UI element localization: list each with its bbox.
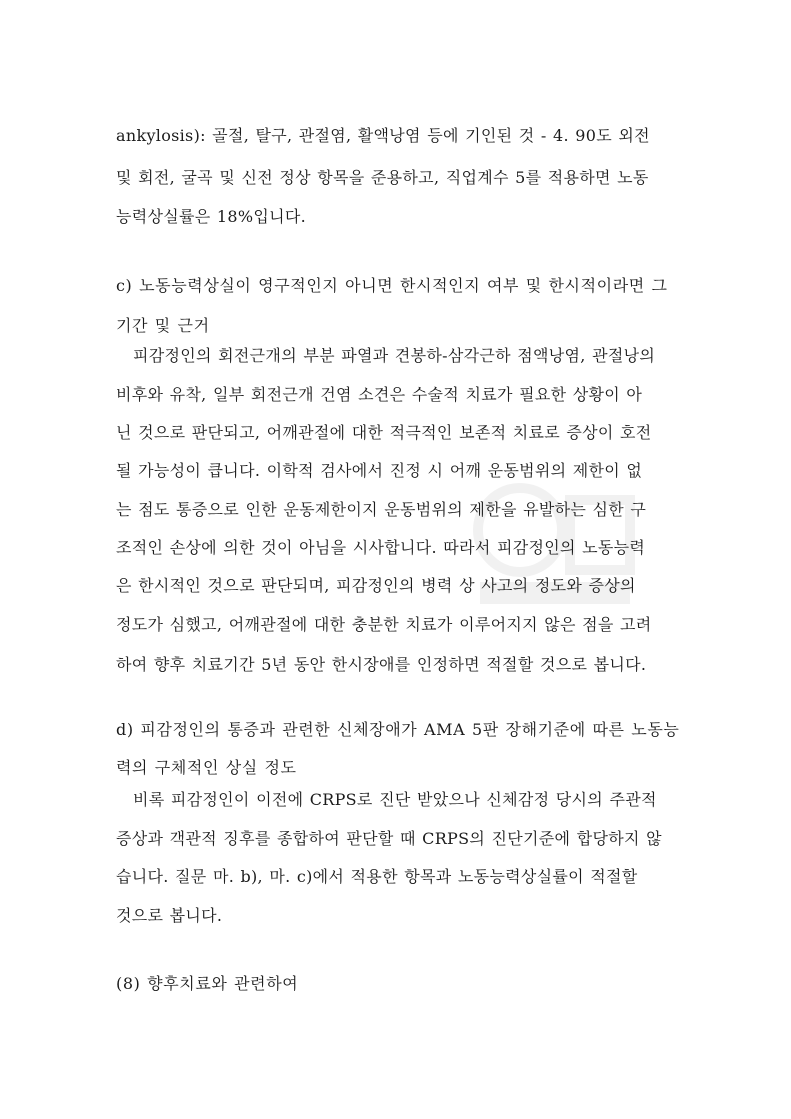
block1-line-3: 능력상실률은 18%입니다. <box>116 207 307 226</box>
section-d-body-line-3: 습니다. 질문 마. b), 마. c)에서 적용한 항목과 노동능력상실률이 적절할 <box>116 867 638 886</box>
section-8-heading: (8) 향후치료와 관련하여 <box>116 974 299 993</box>
section-c-body-line-8: 정도가 심했고, 어깨관절에 대한 충분한 치료가 이루어지지 않은 점을 고려 <box>116 615 652 634</box>
section-c-body-line-4: 될 가능성이 큽니다. 이학적 검사에서 진정 시 어깨 운동범위의 제한이 없 <box>116 461 643 480</box>
block1-line-2: 및 회전, 굴곡 및 신전 정상 항목을 준용하고, 직업계수 5를 적용하면 노동 <box>116 168 649 187</box>
section-c-body-line-3: 닌 것으로 판단되고, 어깨관절에 대한 적극적인 보존적 치료로 증상이 호전 <box>116 423 652 442</box>
section-c-body-line-9: 하여 향후 치료기간 5년 동안 한시장애를 인정하면 적절할 것으로 봅니다. <box>116 655 647 674</box>
section-d-heading-line-1: d) 피감정인의 통증과 관련한 신체장애가 AMA 5판 장해기준에 따른 노동능 <box>116 720 680 739</box>
section-d-body-line-4: 것으로 봅니다. <box>116 906 223 925</box>
section-c-body-line-7: 은 한시적인 것으로 판단되며, 피감정인의 병력 상 사고의 정도와 증상의 <box>116 576 636 595</box>
block1-line-1: ankylosis): 골절, 탈구, 관절염, 활액낭염 등에 기인된 것 - 4. 90도 외전 <box>116 126 650 145</box>
section-c-heading-line-2: 기간 및 근거 <box>116 316 210 335</box>
section-c-body-line-6: 조적인 손상에 의한 것이 아님을 시사합니다. 따라서 피감정인의 노동능력 <box>116 538 646 557</box>
section-d-body-line-1: 비록 피감정인이 이전에 CRPS로 진단 받았으나 신체감정 당시의 주관적 <box>133 790 657 809</box>
section-c-body-line-2: 비후와 유착, 일부 회전근개 건염 소견은 수술적 치료가 필요한 상황이 아 <box>116 385 643 404</box>
section-c-body-line-5: 는 점도 통증으로 인한 운동제한이지 운동범위의 제한을 유발하는 심한 구 <box>116 500 647 519</box>
section-d-body-line-2: 증상과 객관적 징후를 종합하여 판단할 때 CRPS의 진단기준에 합당하지 않 <box>116 829 662 848</box>
section-c-body-line-1: 피감정인의 회전근개의 부분 파열과 견봉하-삼각근하 점액낭염, 관절낭의 <box>133 346 656 365</box>
section-d-heading-line-2: 력의 구체적인 상실 정도 <box>116 758 297 777</box>
section-c-heading-line-1: c) 노동능력상실이 영구적인지 아니면 한시적인지 여부 및 한시적이라면 그 <box>116 276 668 295</box>
